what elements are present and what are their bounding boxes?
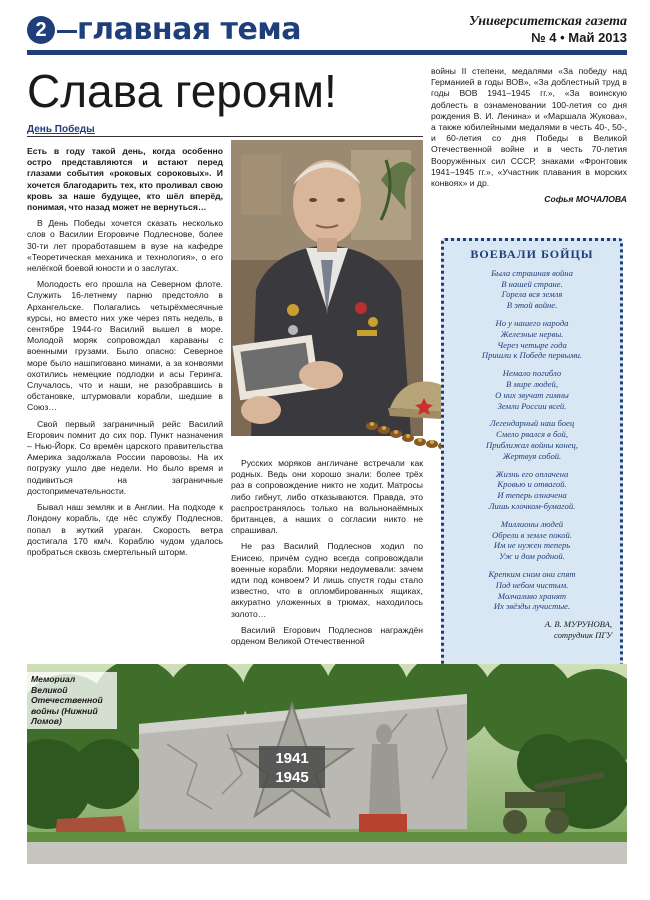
memorial-photo bbox=[27, 664, 627, 864]
poem-line: Легендарный наш боец bbox=[489, 418, 575, 429]
paper-name: Университетская газета bbox=[468, 14, 627, 29]
poem-line: Обрели в земле покой. bbox=[492, 529, 572, 540]
memorial-illustration bbox=[27, 664, 627, 864]
article-paragraph: Василий Егорович Подлеснов награждён орденом Великой Отечественной bbox=[231, 624, 423, 647]
memorial-year-bottom: 1945 bbox=[275, 769, 309, 786]
poem-line: В нашей стране. bbox=[501, 278, 563, 289]
poem-stanza bbox=[452, 519, 612, 562]
masthead bbox=[469, 14, 627, 46]
poem-line: Уж и дом родной. bbox=[499, 551, 565, 562]
poem-line: Через четыре года bbox=[497, 339, 567, 350]
article-paragraph: Не раз Василий Подлеснов ходил по Енисею, причём судно всегда сопровождали военные корабли. Моряки недоумевали: зачем идти под конвоем? И лишь спустя годы стало известно, что в опломбированных ящиках, аккуратно уложенных в трюмах, находилось золото… bbox=[231, 541, 423, 619]
poem-line: Крепким сном они спят bbox=[488, 568, 576, 579]
article-title: Слава героям! bbox=[27, 65, 337, 117]
memorial-caption: Мемориал Великой Отечественной войны (Нижний Ломов) bbox=[27, 672, 117, 729]
poem-line: Лишь клочком-бумагой. bbox=[488, 500, 576, 511]
poem-author bbox=[452, 619, 612, 641]
poem-line: Но у нашего народа bbox=[495, 317, 569, 328]
page-number-badge: 2 bbox=[27, 16, 55, 44]
article-column-2 bbox=[231, 458, 423, 658]
memorial-year-top: 1941 bbox=[275, 750, 309, 767]
poem-line: В этой войне. bbox=[506, 300, 558, 311]
poem-line: Жертвуя собой. bbox=[502, 450, 562, 461]
article-lead: Есть в году такой день, когда особенно остро представляются и встают перед глазами события «роковых сороковых». И хочется благодарить тех, кто проливал свою кровь за наше будущее, кто шёл вперёд, понимая, что назад может не вернуться… bbox=[27, 146, 223, 213]
poem-line: Пришли к Победе первыми. bbox=[481, 350, 583, 361]
article-paragraph: Русских моряков англичане встречали как родных. Ведь они хорошо знали: более трёх раз в сопровождение никто не ходит. Матросы либо гибнут, либо отказываются. Правда, это распространялось только на вольнонаёмных британцев, а наших о согласии никто не спрашивал. bbox=[231, 458, 423, 536]
poem-line: Земли России всей. bbox=[497, 400, 567, 411]
article-paragraph: Молодость его прошла на Северном флоте. Служить 16-летнему парню предстояло в Архангельске. Полагались четырёхмесячные курсы, но вместо них уже через пять недель, в сентябре 1944-го Василий вышел в море. Молодой моряк сопровождал караваны с военными грузами. Было опасно: Северное море было нашпиговано минами, а за конвоями охотились немецкие подлодки и асы Геринга. Случалось, что и наши, не разобравшись в обстановке, штурмовали корабли, шедшие в Союз… bbox=[27, 279, 223, 413]
poem-stanza bbox=[452, 318, 612, 361]
article-column-1 bbox=[27, 146, 223, 656]
poem-line: Немало погибло bbox=[502, 368, 562, 379]
article-paragraph: войны II степени, медалями «За победу над Германией в годы ВОВ», «За доблестный труд в годы ВОВ 1941–1945 гг.», «За воинскую доблесть в ознаменовании 100-летия со дня рождения В. И. Ленина» и «Маршала Жукова», а также юбилейными медалями в честь 40-, 50-, и 60-летия со дня Победы в Великой Отечественной войне и в честь 70-летия Вооружённых сил СССР, знаками «Фронтовик 1941–1945 гг.», «Участник плавания в морских конвоях» и др. bbox=[431, 66, 627, 189]
article-rubric: День Победы bbox=[27, 124, 423, 137]
poem-line: Молчаливо хранят bbox=[497, 590, 567, 601]
poem-author-role: сотрудник ПГУ bbox=[553, 629, 612, 640]
poem-line: Смело рвался в бой, bbox=[495, 429, 569, 440]
poem-stanza bbox=[452, 469, 612, 512]
article-signature: Софья МОЧАЛОВА bbox=[544, 194, 627, 205]
poem-line: Приближал войны конец, bbox=[486, 439, 578, 450]
poem-line: И теперь означена bbox=[497, 490, 567, 501]
poem-title: ВОЕВАЛИ БОЙЦЫ bbox=[470, 247, 594, 261]
section-title: главная тема bbox=[77, 12, 302, 47]
poem-stanza bbox=[452, 268, 612, 311]
poem-line: В мире людей, bbox=[506, 378, 558, 389]
poem-line: Миллионы людей bbox=[500, 518, 564, 529]
page-header bbox=[27, 14, 627, 54]
poem-stanza bbox=[452, 418, 612, 461]
poem-line: Была страшная война bbox=[491, 267, 573, 278]
poem-line: Их звёзды лучистые. bbox=[493, 601, 571, 612]
poem-stanza bbox=[452, 368, 612, 411]
article-paragraph: Свой первый заграничный рейс Василий Егорович помнит до сих пор. Пункт назначения – Нью-Йорк. Со времён царского правительства Америка задолжала России паровозы. На их погрузку ушло две недели. Но было время и подивиться на заграничные достопримечательности. bbox=[27, 418, 223, 496]
poem-line: Жизнь его оплачена bbox=[495, 468, 569, 479]
poem-line: О них звучат гимны bbox=[495, 389, 569, 400]
article-column-3 bbox=[431, 66, 627, 226]
article-paragraph: В День Победы хочется сказать несколько слов о Василии Егоровиче Подлеснове, более 30-ти лет проработавшем в вузе на кафедре «Теоретическая механика и технология», о его нелёгкой боевой юности и о заслугах. bbox=[27, 218, 223, 274]
poem-line: Железные нервы. bbox=[500, 328, 564, 339]
header-rule-short bbox=[57, 30, 77, 33]
poem-line: Им не нужен теперь bbox=[493, 540, 571, 551]
poem-line: Под небом чистым. bbox=[495, 579, 569, 590]
issue-info: № 4 • Май 2013 bbox=[531, 30, 627, 45]
poem-stanza bbox=[452, 569, 612, 612]
header-divider bbox=[27, 50, 627, 55]
poem-line: Горела вся земля bbox=[501, 289, 563, 300]
article-paragraph: Бывал наш земляк и в Англии. На подходе к Лондону корабль, где нёс службу Подлеснов, попал в жуткий ураган. Скорость ветра достигала 170 км/ч. Кораблю чудом удалось пробраться сквозь смертельный шторм. bbox=[27, 502, 223, 557]
poem-author-name: А. В. МУРУНОВА, bbox=[544, 619, 612, 630]
poem-line: Кровью и отвагой. bbox=[497, 479, 567, 490]
poem-box bbox=[441, 238, 623, 690]
